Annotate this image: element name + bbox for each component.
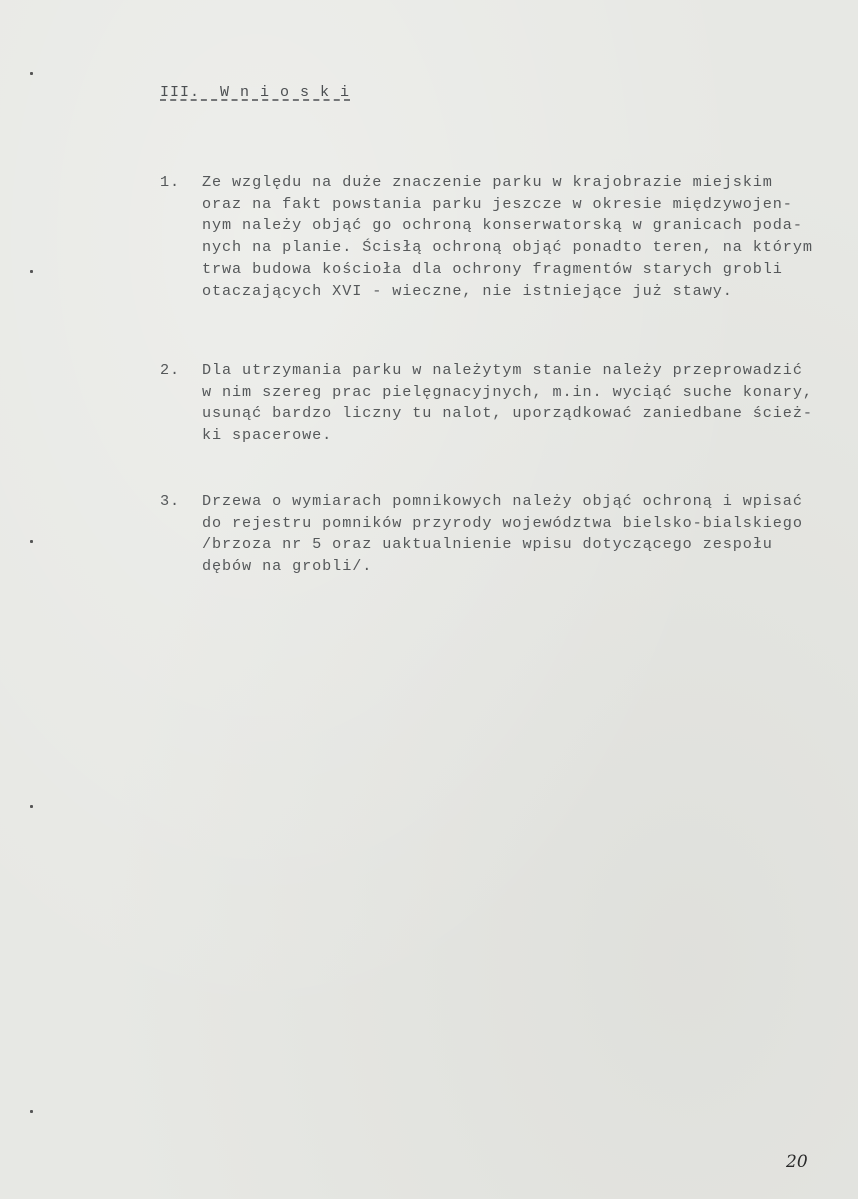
- text-line: nych na planie. Ścisłą ochroną objąć ponadto teren, na którym: [202, 238, 813, 257]
- item-number: 1.: [160, 173, 181, 191]
- text-line: /brzoza nr 5 oraz uaktualnienie wpisu dotyczącego zespołu: [202, 535, 773, 554]
- section-heading: III. W n i o s k i: [160, 84, 351, 101]
- margin-mark: [30, 270, 33, 273]
- text-line: nym należy objąć go ochroną konserwatorską w granicach poda-: [202, 216, 803, 235]
- item-text: [202, 172, 842, 302]
- item-text: [202, 491, 842, 578]
- text-line: ki spacerowe.: [202, 426, 333, 445]
- text-line: Dla utrzymania parku w należytym stanie należy przeprowadzić: [202, 361, 803, 379]
- text-line: w nim szereg prac pielęgnacyjnych, m.in. wyciąć suche konary,: [202, 382, 813, 401]
- text-line: otaczających XVI - wieczne, nie istniejące już stawy.: [202, 281, 733, 300]
- text-line: Ze względu na duże znaczenie parku w krajobrazie miejskim: [202, 173, 773, 191]
- text-line: dębów na grobli/.: [202, 557, 373, 576]
- margin-mark: [30, 540, 33, 543]
- text-line: oraz na fakt powstania parku jeszcze w okresie międzywojen-: [202, 194, 793, 213]
- text-line: trwa budowa kościoła dla ochrony fragmentów starych grobli: [202, 259, 783, 278]
- text-line: do rejestru pomników przyrody województwa bielsko-bialskiego: [202, 513, 803, 532]
- text-line: usunąć bardzo liczny tu nalot, uporządkować zaniedbane ścież-: [202, 404, 813, 423]
- margin-mark: [30, 805, 33, 808]
- margin-mark: [30, 1110, 33, 1113]
- item-number: 2.: [160, 361, 181, 379]
- text-line: Drzewa o wymiarach pomnikowych należy objąć ochroną i wpisać: [202, 492, 803, 510]
- page-number: 20: [786, 1152, 808, 1172]
- item-number: 3.: [160, 492, 181, 510]
- margin-mark: [30, 72, 33, 75]
- item-text: [202, 360, 842, 447]
